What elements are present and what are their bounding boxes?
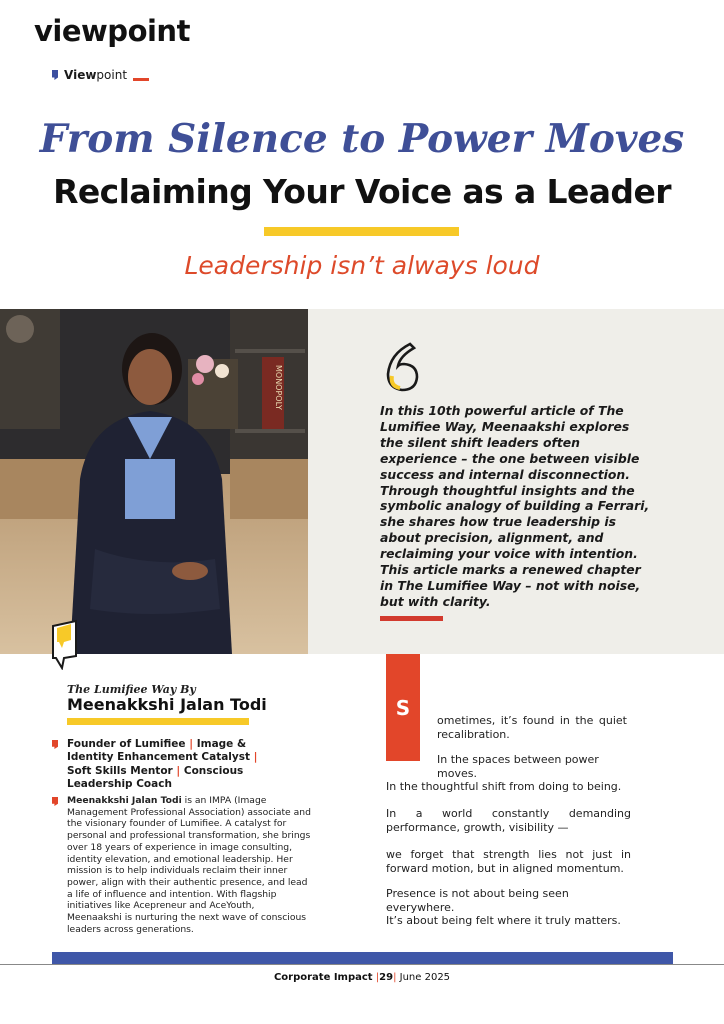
subtitle: Leadership isn’t always loud: [184, 251, 540, 280]
author-bio: [67, 795, 312, 935]
article-paragraph-3: In the thoughtful shift from doing to being.: [386, 780, 622, 793]
article-paragraph-4: In a world constantly demanding performance, growth, visibility —: [386, 807, 631, 835]
author-roles: Founder of Lumifiee | Image & Identity Enhancement Catalyst | Soft Skills Mentor | Conscious Leadership Coach: [67, 738, 258, 790]
article-first-line: ometimes, it’s found in the quiet recalibration.: [437, 714, 627, 742]
headline-line1: From Silence to Power Moves: [39, 116, 685, 162]
article-paragraph-7: It’s about being felt where it truly matters.: [386, 914, 621, 927]
article-paragraph-6: Presence is not about being seen everywhere.: [386, 887, 569, 915]
role-mentor: Soft Skills Mentor: [67, 764, 173, 777]
roles-bullet-icon: [52, 740, 58, 749]
footer-publication: Corporate Impact: [273, 972, 373, 983]
drop-cap: S: [386, 654, 420, 761]
headline-line2: Reclaiming Your Voice as a Leader: [53, 172, 671, 211]
article-paragraph-5: we forget that strength lies not just in forward motion, but in aligned momentum.: [386, 848, 631, 876]
byline-divider: [67, 718, 249, 725]
footer-bar: [52, 952, 673, 964]
section-label-bold: View: [64, 68, 97, 82]
headline-divider: [264, 227, 459, 236]
author-photo: [0, 309, 308, 654]
role-catalyst: Image & Identity Enhancement Catalyst: [67, 738, 251, 764]
footer-date: June 2025: [399, 972, 451, 983]
pull-quote-underline: [380, 616, 443, 621]
masthead: viewpoint: [34, 14, 190, 48]
author-name: Meenakkshi Jalan Todi: [67, 695, 267, 714]
pull-quote-text: In this 10th powerful article of The Lumifiee Way, Meenaakshi explores the silent shift leaders often experience – the one between visible success and internal disconnection. Through thoughtful insights and the symbolic analogy of building a Ferrari, she shares how true leadership is about precision, alignment, and reclaiming your voice with intention. This article marks a renewed chapter in The Lumifiee Way – not with noise, but with clarity.: [380, 403, 650, 609]
speech-bubble-icon: [50, 618, 80, 670]
bio-bullet-icon: [52, 797, 58, 806]
section-tag: [52, 68, 149, 82]
bio-text: is an IMPA (Image Management Professional Association) associate and the visionary founder of Lumifiee. A catalyst for personal and professional transformation, she brings over 18 years of experience in image consulting, identity elevation, and emotional leadership. Her mission is to help individuals reclaim their inner power, align with their authentic presence, and lead a life of influence and intention. With flagship initiatives like Acepreneur and AceYouth, Meenaakshi is nurturing the next wave of conscious leaders across generations.: [67, 795, 311, 935]
footer-page-number: 29: [379, 972, 394, 983]
footer-rule: [0, 964, 724, 965]
quote-open-icon: [380, 340, 426, 392]
role-coach: Conscious Leadership Coach: [67, 764, 244, 790]
article-paragraph-2: In the spaces between power moves.: [437, 753, 599, 781]
role-founder: Founder of Lumifiee: [67, 738, 186, 750]
bio-name: Meenakkshi Jalan Todi: [67, 795, 182, 806]
section-underline: [133, 78, 149, 81]
section-label-rest: point: [96, 68, 128, 82]
quote-flag-icon: [52, 70, 58, 80]
author-portrait-illustration: [0, 309, 308, 654]
page-footer: Corporate Impact |29| June 2025: [273, 972, 451, 983]
column-label: The Lumifiee Way By: [67, 683, 196, 696]
book-spine-text: MONOPOLY: [274, 365, 283, 410]
